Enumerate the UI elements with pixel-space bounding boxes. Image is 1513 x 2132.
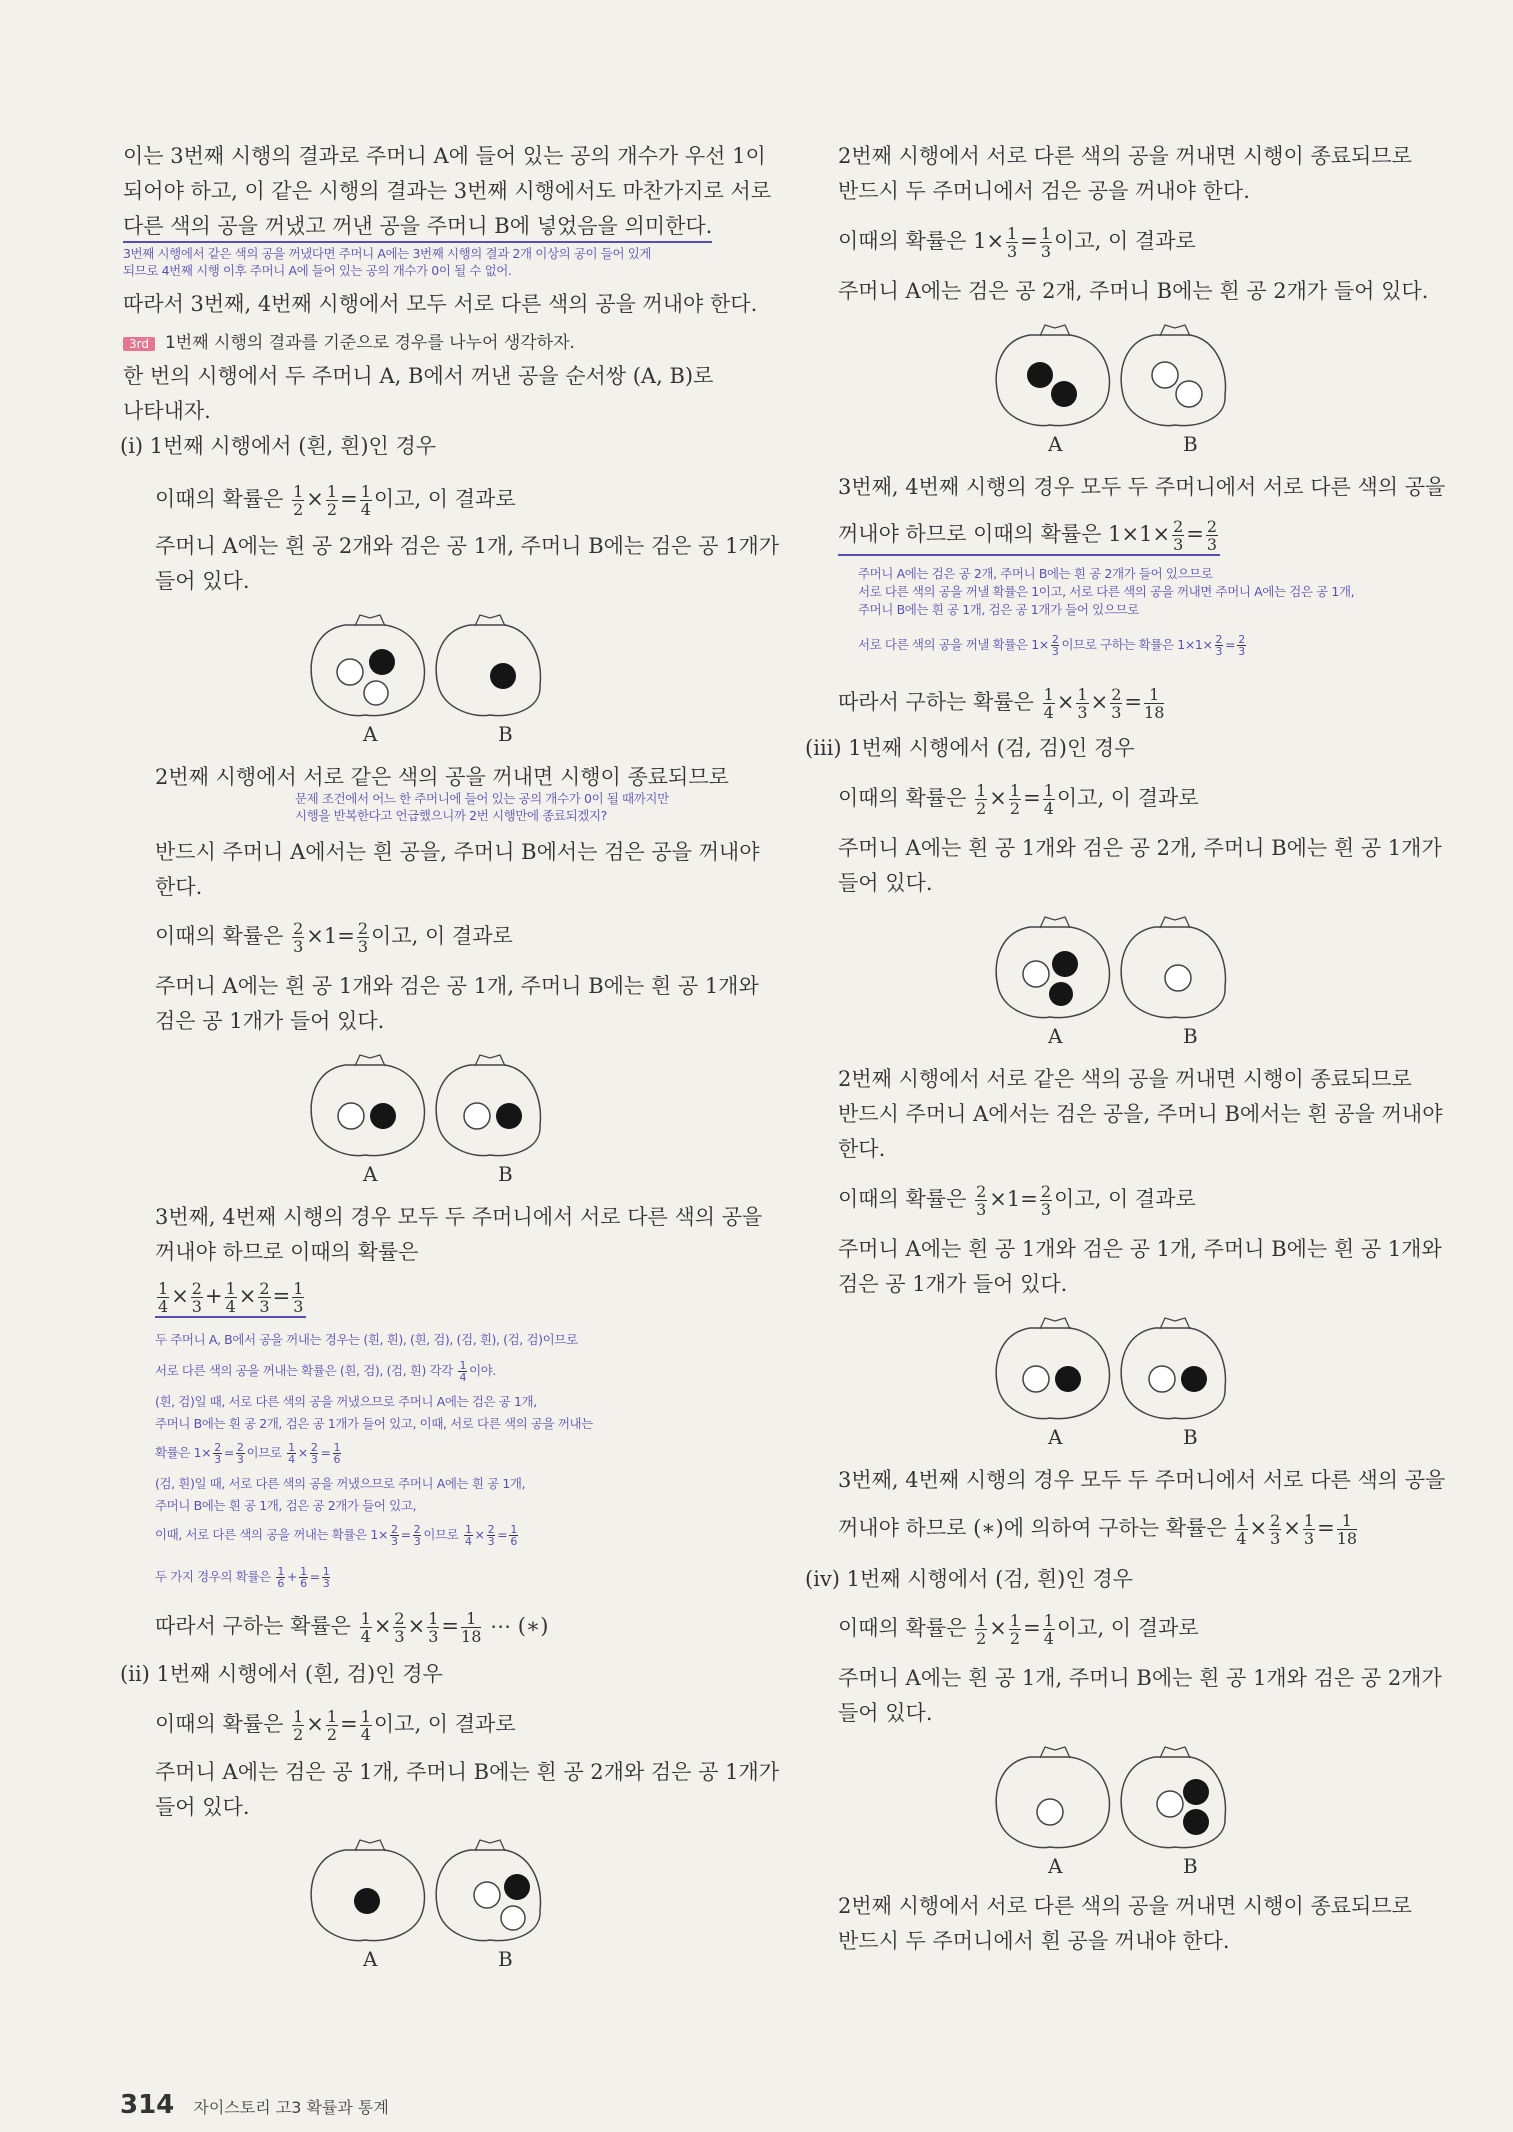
bag-figure (990, 1313, 1230, 1453)
bag-a (996, 1747, 1109, 1848)
text-line: 2번째 시행에서 서로 같은 색의 공을 꺼내면 시행이 종료되므로 (838, 1067, 1412, 1091)
annotation: 시행을 반복한다고 언급했으니까 2번 시행만에 종료되겠지? (295, 808, 607, 823)
text-line: 들어 있다. (838, 871, 933, 895)
text-line: 3번째, 4번째 시행의 경우 모두 두 주머니에서 서로 다른 색의 공을 (838, 1468, 1446, 1492)
bag-label-b: B (1183, 1425, 1198, 1449)
text-line: 주머니 A에는 흰 공 2개와 검은 공 1개, 주머니 B에는 검은 공 1개가 (155, 534, 780, 558)
text-line: 주머니 A에는 검은 공 2개, 주머니 B에는 흰 공 2개가 들어 있다. (838, 279, 1429, 303)
text-line: 한다. (838, 1137, 886, 1161)
text-line: 주머니 A에는 흰 공 1개와 검은 공 1개, 주머니 B에는 흰 공 1개와 (155, 974, 759, 998)
bag-b (1121, 325, 1225, 426)
bag-label-a: A (1048, 1024, 1063, 1048)
bag-figure (305, 610, 545, 750)
case-title: (ⅳ) 1번째 시행에서 (검, 흰)인 경우 (805, 1567, 1133, 1591)
step-heading: 3rd 1번째 시행의 결과를 기준으로 경우를 나누어 생각하자. (123, 328, 575, 353)
book-title: 자이스토리 고3 확률과 통계 (193, 2098, 389, 2117)
final-prob: 따라서 구하는 확률은 $\frac{1}{4}$ × $\frac{1}{3}$ × $\frac{2}{3}$ = $\frac{1}{18}$ (838, 685, 1165, 722)
text-line: 반드시 두 주머니에서 검은 공을 꺼내야 한다. (838, 179, 1250, 203)
bag-label-a: A (1048, 1854, 1063, 1878)
bag-a (311, 1840, 424, 1941)
text-line: 3번째, 4번째 시행의 경우 모두 두 주머니에서 서로 다른 색의 공을 (155, 1205, 763, 1229)
prob-line: 이때의 확률은 $\frac{1}{2}$ × $\frac{1}{2}$ = $\frac{1}{4}$ 이고, 이 결과로 (155, 1707, 516, 1744)
text-line: 2번째 시행에서 서로 같은 색의 공을 꺼내면 시행이 종료되므로 (155, 765, 729, 789)
text-line: 반드시 두 주머니에서 흰 공을 꺼내야 한다. (838, 1929, 1230, 1953)
bag-label-a: A (1048, 1425, 1063, 1449)
bag-figure (305, 1835, 545, 1975)
bag-b (1121, 1747, 1225, 1848)
bag-b (1121, 1318, 1225, 1419)
prob-line: 이때의 확률은 1× $\frac{1}{3}$ = $\frac{1}{3}$ 이고, 이 결과로 (838, 224, 1196, 261)
white-ball (364, 681, 388, 705)
annotation: 서로 다른 색의 공을 꺼낼 확률은 1이고, 서로 다른 색의 공을 꺼내면 주머니 A에는 검은 공 1개, (858, 584, 1355, 599)
bag-a (311, 1055, 424, 1156)
bag-label-a: A (363, 722, 378, 746)
text-line: 되어야 하고, 이 같은 시행의 결과는 3번째 시행에서도 마찬가지로 서로 (123, 179, 772, 203)
annotation: 두 주머니 A, B에서 공을 꺼내는 경우는 (흰, 흰), (흰, 검), (검, 흰), (검, 검)이므로 (155, 1332, 578, 1347)
text-line: 주머니 A에는 흰 공 1개와 검은 공 1개, 주머니 B에는 흰 공 1개와 (838, 1237, 1442, 1261)
bag-label-b: B (498, 1947, 513, 1971)
text-line: 반드시 주머니 A에서는 흰 공을, 주머니 B에서는 검은 공을 꺼내야 (155, 840, 760, 864)
final-prob: 따라서 구하는 확률은 $\frac{1}{4}$ × $\frac{2}{3}$ × $\frac{1}{3}$ = $\frac{1}{18}$ ⋯ (∗) (155, 1609, 549, 1646)
text-line: 따라서 3번째, 4번째 시행에서 모두 서로 다른 색의 공을 꺼내야 한다. (123, 292, 758, 316)
text-line: 2번째 시행에서 서로 다른 색의 공을 꺼내면 시행이 종료되므로 (838, 144, 1412, 168)
annotation: 이때, 서로 다른 색의 공을 꺼내는 확률은 1× $\frac{2}{3}$ = $\frac{2}{3}$ 이므로 $\frac{1}{4}$ × $\frac{2}{3}$ = $\frac{1}{6}$ (155, 1523, 517, 1548)
page-footer (120, 2090, 389, 2120)
annotation: (검, 흰)일 때, 서로 다른 색의 공을 꺼냈으므로 주머니 A에는 흰 공 1개, (155, 1476, 526, 1491)
bag-label-a: A (363, 1947, 378, 1971)
text-line: 들어 있다. (155, 569, 250, 593)
annotation: 문제 조건에서 어느 한 주머니에 들어 있는 공의 개수가 0이 될 때까지만 (295, 791, 669, 806)
bag-a (311, 615, 424, 716)
white-ball (337, 659, 363, 685)
bag-a (996, 1318, 1109, 1419)
bag-b (436, 615, 540, 716)
step-tag: 3rd (123, 337, 155, 351)
prob-line: 이때의 확률은 $\frac{2}{3}$ ×1= $\frac{2}{3}$ 이고, 이 결과로 (155, 919, 513, 956)
annotation: 되므로 4번째 시행 이후 주머니 A에 들어 있는 공의 개수가 0이 될 수 없어. (123, 263, 512, 278)
bag-label-b: B (1183, 1854, 1198, 1878)
prob-line: 꺼내야 하므로 이때의 확률은 1×1× $\frac{2}{3}$ = $\frac{2}{3}$ (838, 518, 1220, 556)
annotation: 두 가지 경우의 확률은 $\frac{1}{6}$ + $\frac{1}{6}$ = $\frac{1}{3}$ (155, 1565, 330, 1590)
bag-label-b: B (1183, 1024, 1198, 1048)
prob-line: 이때의 확률은 $\frac{1}{2}$ × $\frac{1}{2}$ = $\frac{1}{4}$ 이고, 이 결과로 (155, 482, 516, 519)
text-line: 들어 있다. (155, 1795, 250, 1819)
annotation: 서로 다른 색의 공을 꺼낼 확률은 1× $\frac{2}{3}$ 이므로 구하는 확률은 1×1× $\frac{2}{3}$ = $\frac{2}{3}$ (858, 633, 1245, 658)
case-title: (ⅰ) 1번째 시행에서 (흰, 흰)인 경우 (120, 434, 437, 458)
prob-line: 이때의 확률은 $\frac{2}{3}$ ×1= $\frac{2}{3}$ 이고, 이 결과로 (838, 1182, 1196, 1219)
annotation: 3번째 시행에서 같은 색의 공을 꺼냈다면 주머니 A에는 3번째 시행의 결과 2개 이상의 공이 들어 있게 (123, 246, 652, 261)
annotation: 주머니 B에는 흰 공 2개, 검은 공 1개가 들어 있고, 이때, 서로 다른 색의 공을 꺼내는 (155, 1416, 593, 1431)
annotation: 주머니 A에는 검은 공 2개, 주머니 B에는 흰 공 2개가 들어 있으므로 (858, 566, 1213, 581)
text-line: 한다. (155, 875, 203, 899)
text-line: 주머니 A에는 흰 공 1개와 검은 공 2개, 주머니 B에는 흰 공 1개가 (838, 836, 1442, 860)
text-line-underlined: 다른 색의 공을 꺼냈고 꺼낸 공을 주머니 B에 넣었음을 의미한다. (123, 212, 712, 243)
text-line: 주머니 A에는 검은 공 1개, 주머니 B에는 흰 공 2개와 검은 공 1개가 (155, 1760, 780, 1784)
text-line: 한 번의 시행에서 두 주머니 A, B에서 꺼낸 공을 순서쌍 (A, B)로 (123, 364, 714, 388)
bag-label-b: B (498, 1162, 513, 1186)
text-line: 들어 있다. (838, 1701, 933, 1725)
bag-figure (990, 1742, 1230, 1882)
bag-label-b: B (1183, 432, 1198, 456)
bag-b (436, 1840, 540, 1941)
bag-figure (990, 320, 1230, 460)
prob-line: 이때의 확률은 $\frac{1}{2}$ × $\frac{1}{2}$ = $\frac{1}{4}$ 이고, 이 결과로 (838, 781, 1199, 818)
case-title: (ⅲ) 1번째 시행에서 (검, 검)인 경우 (805, 736, 1135, 760)
formula: $\frac{1}{4}$ × $\frac{2}{3}$ + $\frac{1}{4}$ × $\frac{2}{3}$ = $\frac{1}{3}$ (155, 1280, 306, 1318)
text-line: 나타내자. (123, 399, 211, 423)
bag-label-a: A (363, 1162, 378, 1186)
text-line: 주머니 A에는 흰 공 1개, 주머니 B에는 흰 공 1개와 검은 공 2개가 (838, 1666, 1442, 1690)
bag-b (1121, 917, 1225, 1018)
bag-figure (990, 912, 1230, 1052)
bag-label-a: A (1048, 432, 1063, 456)
black-ball (369, 649, 395, 675)
annotation: 주머니 B에는 흰 공 1개, 검은 공 1개가 들어 있으므로 (858, 602, 1139, 617)
bag-b (436, 1055, 540, 1156)
text-line: 3번째, 4번째 시행의 경우 모두 두 주머니에서 서로 다른 색의 공을 (838, 475, 1446, 499)
text-line: 검은 공 1개가 들어 있다. (838, 1272, 1068, 1296)
case-title: (ⅱ) 1번째 시행에서 (흰, 검)인 경우 (120, 1662, 443, 1686)
bag-label-b: B (498, 722, 513, 746)
prob-line: 이때의 확률은 $\frac{1}{2}$ × $\frac{1}{2}$ = $\frac{1}{4}$ 이고, 이 결과로 (838, 1611, 1199, 1648)
annotation: 서로 다른 색의 공을 꺼내는 확률은 (흰, 검), (검, 흰) 각각 $\frac{1}{4}$ 이야. (155, 1359, 496, 1384)
annotation: (흰, 검)일 때, 서로 다른 색의 공을 꺼냈으므로 주머니 A에는 검은 공 1개, (155, 1394, 537, 1409)
text-line: 검은 공 1개가 들어 있다. (155, 1009, 385, 1033)
final-prob: 꺼내야 하므로 (∗)에 의하여 구하는 확률은 $\frac{1}{4}$ × $\frac{2}{3}$ × $\frac{1}{3}$ = $\frac{1}{18}$ (838, 1511, 1358, 1548)
bag-a (996, 917, 1109, 1018)
text-line: 이는 3번째 시행의 결과로 주머니 A에 들어 있는 공의 개수가 우선 1이 (123, 144, 766, 168)
annotation: 주머니 B에는 흰 공 1개, 검은 공 2개가 들어 있고, (155, 1498, 417, 1513)
text-line: 반드시 주머니 A에서는 검은 공을, 주머니 B에서는 흰 공을 꺼내야 (838, 1102, 1443, 1126)
annotation: 확률은 1× $\frac{2}{3}$ = $\frac{2}{3}$ 이므로 $\frac{1}{4}$ × $\frac{2}{3}$ = $\frac{1}{6}$ (155, 1441, 341, 1466)
bag-a (996, 325, 1109, 426)
text-line: 2번째 시행에서 서로 다른 색의 공을 꺼내면 시행이 종료되므로 (838, 1894, 1412, 1918)
text-line: 꺼내야 하므로 이때의 확률은 (155, 1240, 419, 1264)
page-number: 314 (120, 2090, 175, 2120)
bag-figure (305, 1050, 545, 1190)
black-ball (490, 663, 516, 689)
